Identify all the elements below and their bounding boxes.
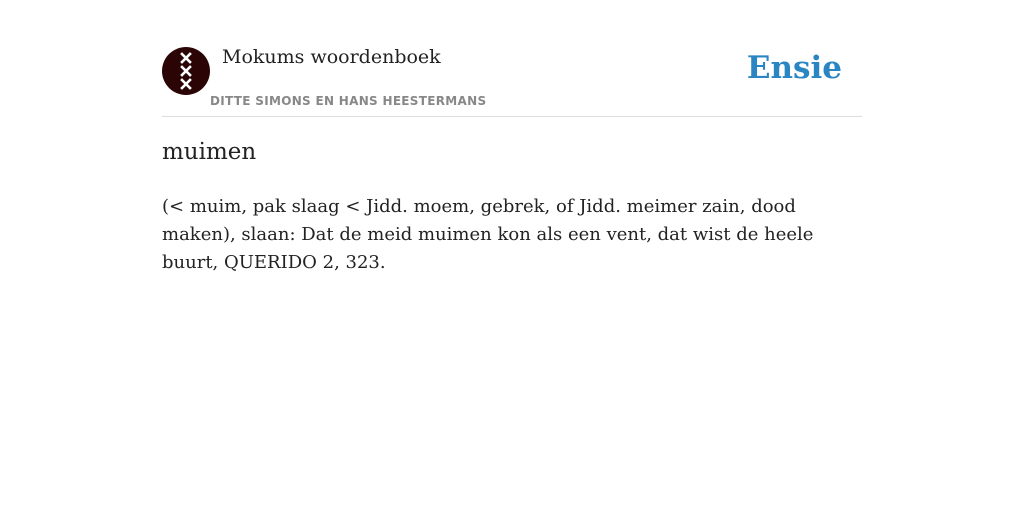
entry-headword: muimen bbox=[162, 139, 257, 165]
dictionary-authors: DITTE SIMONS EN HANS HEESTERMANS bbox=[210, 94, 487, 108]
entry-definition: (< muim, pak slaag < Jidd. moem, gebrek, of Jidd. meimer zain, dood maken), slaan: Dat de meid muimen kon als een vent, dat wist de heele buurt, QUERIDO 2, 323. bbox=[162, 196, 814, 273]
xxx-crosses-icon bbox=[179, 51, 193, 91]
dictionary-title[interactable]: Mokums woordenboek bbox=[222, 46, 441, 68]
ensie-logo-link[interactable]: Ensie bbox=[746, 50, 842, 86]
amsterdam-crosses-icon[interactable] bbox=[162, 47, 210, 95]
dictionary-header bbox=[162, 40, 862, 117]
